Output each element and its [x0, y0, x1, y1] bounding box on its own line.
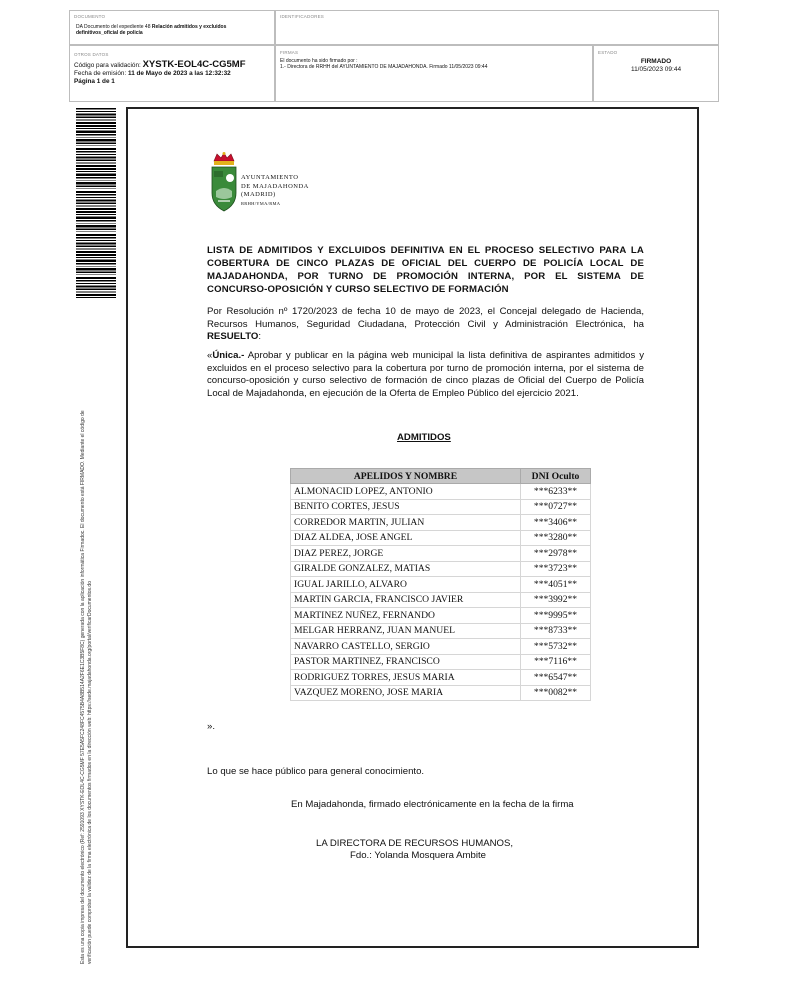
applicant-name: MARTINEZ NUÑEZ, FERNANDO — [291, 608, 521, 624]
signed-statement: En Majadahonda, firmado electrónicamente en la fecha de la firma — [291, 799, 574, 810]
applicant-name: MELGAR HERRANZ, JUAN MANUEL — [291, 623, 521, 639]
applicant-name: GIRALDE GONZALEZ, MATIAS — [291, 561, 521, 577]
column-header-dni: DNI Oculto — [521, 469, 591, 484]
table-row — [291, 608, 591, 624]
document-title: LISTA DE ADMITIDOS Y EXCLUIDOS DEFINITIVA EN EL PROCESO SELECTIVO PARA LA COBERTURA DE CINCO PLAZAS DE OFICIAL DEL CUERPO DE POLICÍA LOCAL DE MAJADAHONDA, POR TURNO DE PROMOCIÓN INTERNA, POR EL SISTEMA DE CONCURSO-OPOSICIÓN Y CURSO SELECTIVO DE FORMACIÓN — [207, 245, 644, 295]
estado-value: FIRMADO — [640, 58, 672, 65]
documento-text: DA Documento del expediente 48 Relación admitidos y excluidos definitivos_oficial de policía — [76, 24, 227, 36]
applicant-dni: ***6233** — [521, 484, 591, 500]
resolution-paragraph: Por Resolución nº 1720/2023 de fecha 10 de mayo de 2023, el Concejal delegado de Hacienda, Recursos Humanos, Seguridad Ciudadana, Protección Civil y Administración Electrónica, ha RESUELTO: — [207, 306, 644, 342]
applicant-name: ALMONACID LOPEZ, ANTONIO — [291, 484, 521, 500]
applicant-dni: ***3992** — [521, 592, 591, 608]
signer-name: Fdo.: Yolanda Mosquera Ambite — [350, 850, 487, 861]
otros-datos-label: OTROS DATOS — [74, 52, 109, 57]
table-row — [291, 546, 591, 562]
applicant-name: DIAZ PEREZ, JORGE — [291, 546, 521, 562]
column-header-name: APELIDOS Y NOMBRE — [291, 469, 521, 484]
applicant-dni: ***3280** — [521, 530, 591, 546]
closing-mark: ». — [207, 721, 216, 732]
unica-paragraph: «Única.- Aprobar y publicar en la página web municipal la lista definitiva de aspirantes admitidos y excluidos en el proceso selectivo para la cobertura por turno de promoción interna, por el sistema de concurso-oposición y curso selectivo de formación de cinco plazas de Oficial del Cuerpo de Policía Local de Majadahonda, en ejecución de la Oferta de Empleo Público del ejercicio 2021. — [207, 350, 644, 399]
applicant-dni: ***3723** — [521, 561, 591, 577]
identificadores-box — [275, 10, 719, 45]
applicant-dni: ***4051** — [521, 577, 591, 593]
table-row — [291, 577, 591, 593]
firmas-label: FIRMAS — [280, 50, 299, 55]
table-row — [291, 670, 591, 686]
letterhead-ref: RRHH/YMA/RMA — [241, 200, 281, 206]
applicant-dni: ***0727** — [521, 499, 591, 515]
applicant-dni: ***0082** — [521, 685, 591, 701]
table-row — [291, 685, 591, 701]
estado-date: 11/05/2023 09:44 — [630, 66, 682, 73]
barcode — [76, 108, 116, 298]
applicant-name: BENITO CORTES, JESUS — [291, 499, 521, 515]
applicant-dni: ***3406** — [521, 515, 591, 531]
admitidos-table — [290, 468, 591, 701]
estado-box — [593, 45, 719, 102]
table-row — [291, 639, 591, 655]
firmas-box — [275, 45, 593, 102]
applicant-name: VAZQUEZ MORENO, JOSE MARIA — [291, 685, 521, 701]
documento-label: DOCUMENTO — [74, 14, 106, 19]
applicant-name: NAVARRO CASTELLO, SERGIO — [291, 639, 521, 655]
applicant-name: CORREDOR MARTIN, JULIAN — [291, 515, 521, 531]
validation-code: XYSTK-EOL4C-CG5MF — [142, 59, 246, 70]
applicant-dni: ***9995** — [521, 608, 591, 624]
documento-box — [69, 10, 275, 45]
applicant-name: RODRIGUEZ TORRES, JESUS MARIA — [291, 670, 521, 686]
letterhead: AYUNTAMIENTO DE MAJADAHONDA (MADRID) RRHH/YMA/RMA — [241, 174, 309, 206]
applicant-name: PASTOR MARTINEZ, FRANCISCO — [291, 654, 521, 670]
table-row — [291, 484, 591, 500]
table-header-row — [291, 469, 591, 484]
public-notice: Lo que se hace público para general conocimiento. — [207, 766, 425, 777]
signer-title: LA DIRECTORA DE RECURSOS HUMANOS, — [316, 838, 514, 849]
estado-label: ESTADO — [598, 50, 618, 55]
table-row — [291, 515, 591, 531]
applicant-dni: ***2978** — [521, 546, 591, 562]
applicant-dni: ***7116** — [521, 654, 591, 670]
table-row — [291, 592, 591, 608]
applicant-name: MARTIN GARCIA, FRANCISCO JAVIER — [291, 592, 521, 608]
table-row — [291, 530, 591, 546]
table-row — [291, 561, 591, 577]
applicant-dni: ***8733** — [521, 623, 591, 639]
table-row — [291, 654, 591, 670]
admitidos-heading: ADMITIDOS — [397, 432, 451, 443]
side-verification-text: Esta es una copia impresa del documento electrónico (Ref: 2591093 XYSTK-EOL4C-CG5MF 57E5A5FC248FC4575B4A8B514A2F6E1C3B5F8C) generada con la aplicación informática Firmadoc. El documento está FIRMADO. Mediante el código de verificación puede comprobar la validez de la firma electrónica de los documentos firmados en la dirección web: https://sede.majadahonda.org/portal/verificarDocumentos.do — [80, 410, 93, 964]
coat-of-arms-logo — [208, 151, 240, 213]
page-count: Página 1 de 1 — [74, 78, 115, 85]
applicant-dni: ***6547** — [521, 670, 591, 686]
applicant-name: DIAZ ALDEA, JOSE ANGEL — [291, 530, 521, 546]
firmas-text: El documento ha sido firmado por : 1.- Directora de RRHH del AYUNTAMIENTO DE MAJADAHONDA. Firmado 11/05/2023 09:44 — [280, 58, 488, 70]
applicant-dni: ***5732** — [521, 639, 591, 655]
validation-info: Código para validación: XYSTK-EOL4C-CG5MF Fecha de emisión: 11 de Mayo de 2023 a las 12:32:32 Página 1 de 1 — [74, 59, 246, 85]
emission-date: 11 de Mayo de 2023 a las 12:32:32 — [128, 70, 231, 77]
otros-datos-box — [69, 45, 275, 102]
identificadores-label: IDENTIFICADORES — [280, 14, 325, 19]
applicant-name: IGUAL JARILLO, ALVARO — [291, 577, 521, 593]
table-row — [291, 623, 591, 639]
table-row — [291, 499, 591, 515]
